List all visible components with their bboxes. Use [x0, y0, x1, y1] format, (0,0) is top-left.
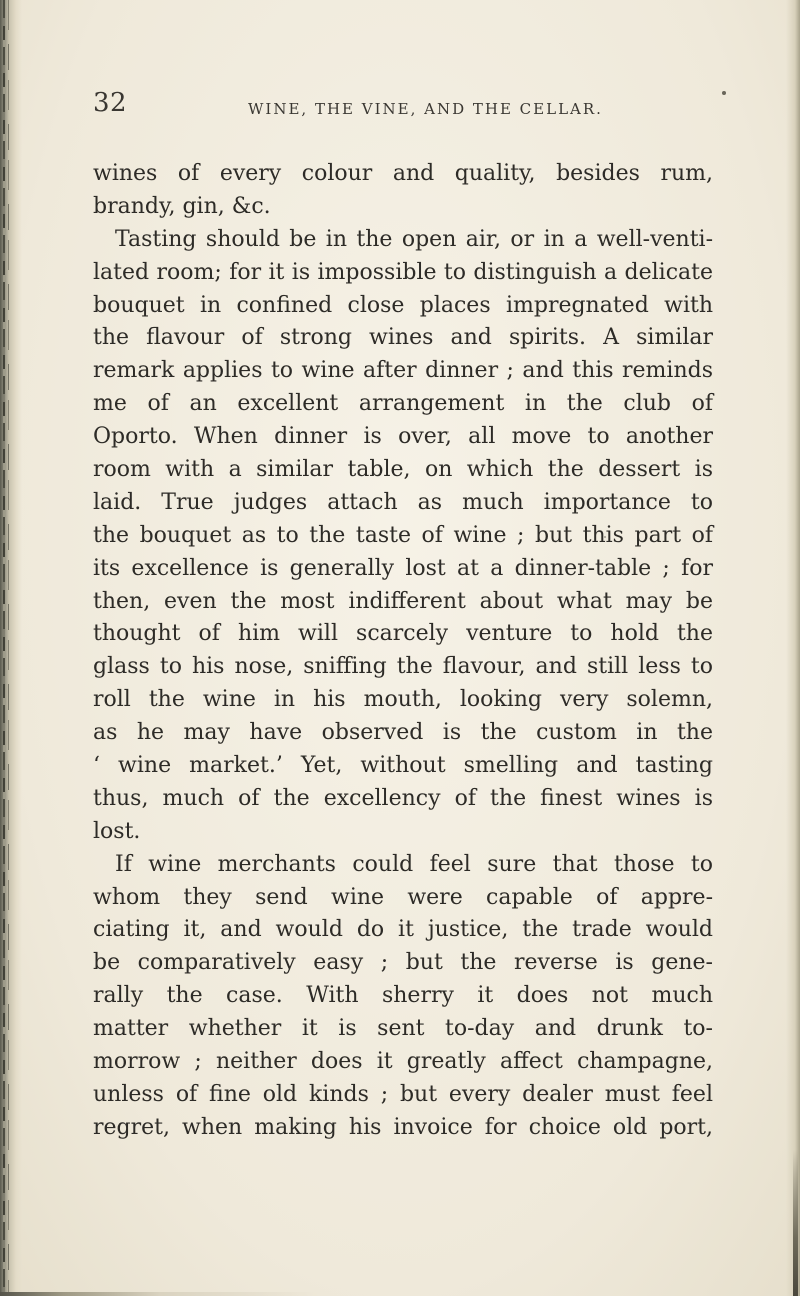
page-right-edge	[786, 0, 800, 1296]
paragraph-start-line: If wine merchants could feel sure that those to	[115, 851, 713, 877]
text-line: bouquet in confined close places impregnated with	[93, 292, 713, 318]
text-line: its excellence is generally lost at a dinner-table ; for	[93, 555, 713, 581]
text-line: laid. True judges attach as much importance to	[93, 489, 713, 515]
text-line: lated room; for it is impossible to distinguish a delicate	[93, 259, 713, 285]
text-line: be comparatively easy ; but the reverse is gene-	[93, 950, 713, 976]
text-line: whom they send wine were capable of appre-	[93, 884, 713, 910]
text-line: then, even the most indifferent about what may be	[93, 588, 713, 614]
text-line: matter whether it is sent to-day and drunk to-	[93, 1016, 713, 1042]
text-line: lost.	[93, 818, 141, 844]
text-line: as he may have observed is the custom in the	[93, 720, 713, 746]
text-line: ciating it, and would do it justice, the trade would	[93, 917, 713, 943]
page-header	[93, 88, 733, 138]
text-line: Oporto. When dinner is over, all move to another	[93, 424, 713, 450]
running-head: WINE, THE VINE, AND THE CELLAR.	[248, 100, 603, 118]
text-line: thought of him will scarcely venture to hold the	[93, 621, 713, 647]
page-edge-shadow	[793, 1150, 798, 1296]
text-line: room with a similar table, on which the dessert is	[93, 457, 713, 483]
text-line: rally the case. With sherry it does not much	[93, 983, 713, 1009]
paragraph-start-line: Tasting should be in the open air, or in a well-venti-	[115, 226, 713, 252]
text-line: regret, when making his invoice for choice old port,	[93, 1114, 713, 1140]
book-binding-edge	[0, 0, 22, 1296]
text-line: glass to his nose, sniffing the flavour, and still less to	[93, 654, 713, 680]
text-line: ‘ wine market.’ Yet, without smelling and tasting	[93, 753, 713, 779]
text-line: roll the wine in his mouth, looking very solemn,	[93, 687, 713, 713]
text-line: morrow ; neither does it greatly affect champagne,	[93, 1049, 713, 1075]
text-line: thus, much of the excellency of the finest wines is	[93, 785, 713, 811]
text-line: unless of fine old kinds ; but every dealer must feel	[93, 1081, 713, 1107]
text-line: me of an excellent arrangement in the club of	[93, 391, 713, 417]
body-text	[93, 158, 713, 1145]
text-line: brandy, gin, &c.	[93, 193, 271, 219]
page-bottom-edge	[0, 1292, 800, 1296]
page-number: 32	[93, 88, 128, 118]
text-line: remark applies to wine after dinner ; and this reminds	[93, 358, 713, 384]
text-line: wines of every colour and quality, besides rum,	[93, 161, 713, 186]
text-line: the flavour of strong wines and spirits. A similar	[93, 325, 713, 351]
text-line: the bouquet as to the taste of wine ; but this part of	[93, 522, 713, 548]
